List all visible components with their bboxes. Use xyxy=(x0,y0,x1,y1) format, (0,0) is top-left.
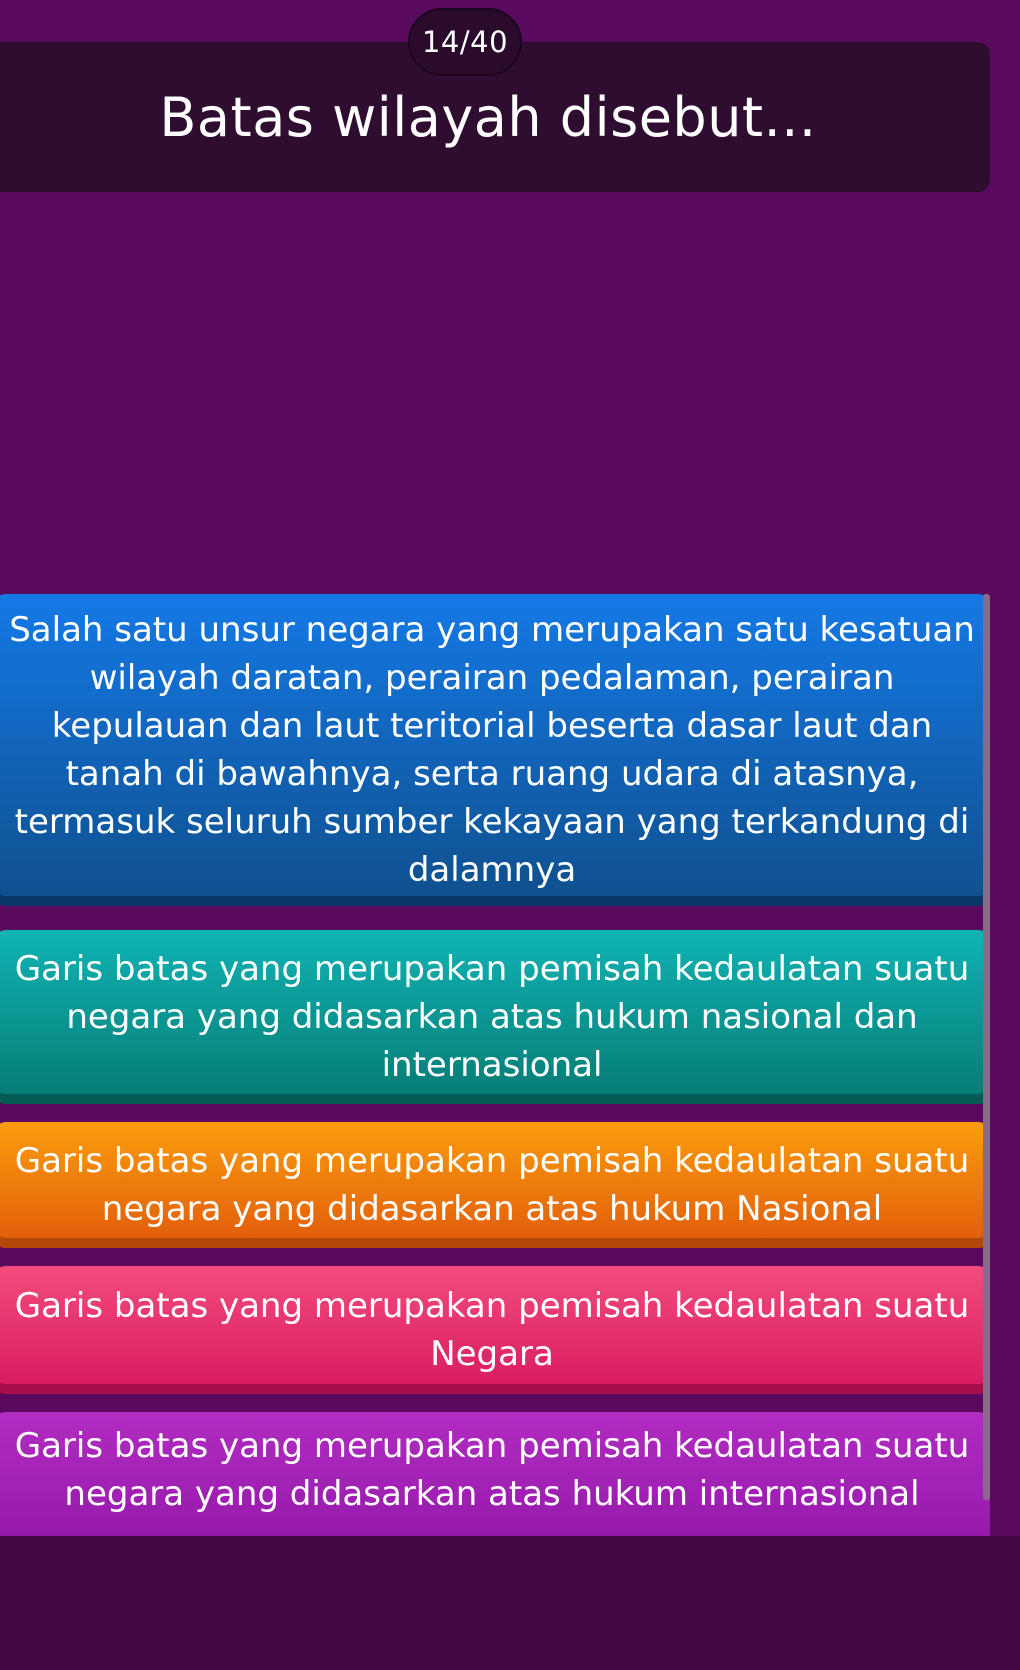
answer-option-5[interactable] xyxy=(0,1412,990,1536)
answer-option-4[interactable] xyxy=(0,1266,990,1394)
answer-option-3[interactable] xyxy=(0,1122,990,1248)
question-counter: 14/40 xyxy=(408,8,522,76)
answer-option-label: Garis batas yang merupakan pemisah kedaulatan suatu negara yang didasarkan atas hukum nasional dan internasional xyxy=(14,949,970,1085)
answer-option-label: Salah satu unsur negara yang merupakan satu kesatuan wilayah daratan, perairan pedalaman, perairan kepulauan dan laut teritorial beserta dasar laut dan tanah di bawahnya, serta ruang udara di atasnya, termasuk seluruh sumber kekayaan yang terkandung di dalamnya xyxy=(9,610,975,890)
answer-options-list xyxy=(0,594,990,1536)
options-scrollbar[interactable] xyxy=(983,594,990,1500)
answer-option-1[interactable] xyxy=(0,594,990,906)
answer-option-label: Garis batas yang merupakan pemisah kedaulatan suatu Negara xyxy=(14,1286,970,1374)
answer-option-2[interactable] xyxy=(0,930,990,1104)
bottom-bar xyxy=(0,1536,1020,1670)
answer-option-label: Garis batas yang merupakan pemisah kedaulatan suatu negara yang didasarkan atas hukum internasional xyxy=(14,1426,970,1514)
question-text: Batas wilayah disebut... xyxy=(159,85,817,149)
answer-option-label: Garis batas yang merupakan pemisah kedaulatan suatu negara yang didasarkan atas hukum Nasional xyxy=(14,1141,970,1229)
